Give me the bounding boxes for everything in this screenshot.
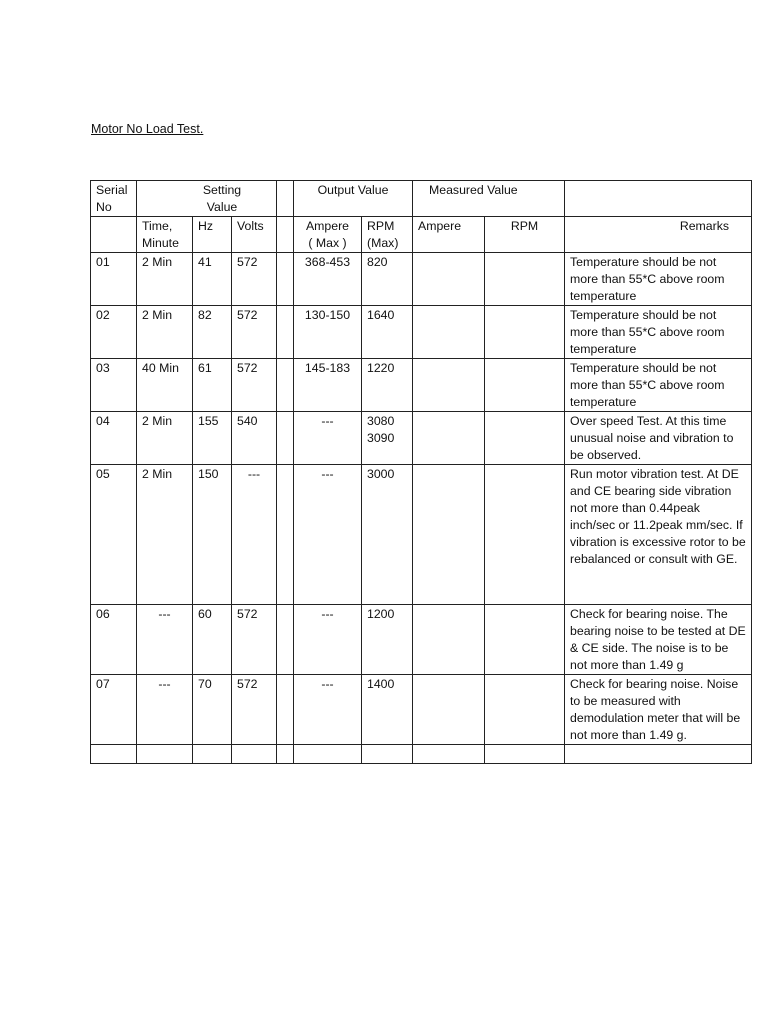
ampere-cell: 145-183 xyxy=(294,359,362,412)
table-row xyxy=(91,465,752,605)
measured-ampere-cell xyxy=(413,359,485,412)
rpm-cell: 1220 xyxy=(362,359,413,412)
spacer-cell xyxy=(277,181,294,217)
serial-cell: 01 xyxy=(91,253,137,306)
remarks-cell: Check for bearing noise. Noise to be measured with demodulation meter that will be not more than 1.49 g. xyxy=(565,675,752,745)
remarks-cell: Check for bearing noise. The bearing noise to be tested at DE & CE side. The noise is to be not more than 1.49 g xyxy=(565,605,752,675)
hz-cell: 150 xyxy=(193,465,232,605)
hz-cell: 41 xyxy=(193,253,232,306)
measured-ampere-cell xyxy=(413,412,485,465)
rpm-cell: 3080 3090 xyxy=(362,412,413,465)
ampere-max-header: Ampere ( Max ) xyxy=(294,217,362,253)
table-row xyxy=(91,359,752,412)
ampere-cell: --- xyxy=(294,675,362,745)
spacer-cell xyxy=(277,465,294,605)
measured-rpm-cell xyxy=(485,412,565,465)
hz-cell: 60 xyxy=(193,605,232,675)
spacer-cell xyxy=(277,675,294,745)
measured-rpm-cell xyxy=(485,253,565,306)
document-title: Motor No Load Test. xyxy=(91,122,204,136)
measured-value-header: Measured Value xyxy=(413,181,565,217)
serial-header: Serial No xyxy=(91,181,137,217)
time-cell: 2 Min xyxy=(137,306,193,359)
rpm-max-header: RPM (Max) xyxy=(362,217,413,253)
volts-cell: 572 xyxy=(232,306,277,359)
spacer-cell xyxy=(277,359,294,412)
volts-cell: 572 xyxy=(232,253,277,306)
ampere-cell: 130-150 xyxy=(294,306,362,359)
remarks-cell: Temperature should be not more than 55*C above room temperature xyxy=(565,253,752,306)
measured-ampere-header: Ampere xyxy=(413,217,485,253)
volts-cell: 572 xyxy=(232,359,277,412)
time-cell: 2 Min xyxy=(137,412,193,465)
serial-cell: 06 xyxy=(91,605,137,675)
rpm-cell: 1640 xyxy=(362,306,413,359)
rpm-cell: 820 xyxy=(362,253,413,306)
serial-cell: 03 xyxy=(91,359,137,412)
measured-ampere-cell xyxy=(413,605,485,675)
measured-ampere-cell xyxy=(413,306,485,359)
test-table xyxy=(90,180,752,764)
remarks-cell: Temperature should be not more than 55*C above room temperature xyxy=(565,306,752,359)
ampere-cell: --- xyxy=(294,412,362,465)
time-cell: --- xyxy=(137,675,193,745)
spacer-cell xyxy=(277,217,294,253)
measured-rpm-cell xyxy=(485,675,565,745)
table-row xyxy=(91,412,752,465)
spacer-cell xyxy=(277,605,294,675)
header-row-1 xyxy=(91,181,752,217)
time-cell: 2 Min xyxy=(137,253,193,306)
spacer-cell xyxy=(277,306,294,359)
measured-rpm-cell xyxy=(485,359,565,412)
time-header: Time, Minute xyxy=(137,217,193,253)
volts-cell: 572 xyxy=(232,675,277,745)
measured-rpm-cell xyxy=(485,605,565,675)
measured-rpm-header: RPM xyxy=(485,217,565,253)
measured-ampere-cell xyxy=(413,465,485,605)
measured-ampere-cell xyxy=(413,675,485,745)
remarks-cell: Temperature should be not more than 55*C above room temperature xyxy=(565,359,752,412)
hz-cell: 61 xyxy=(193,359,232,412)
measured-rpm-cell xyxy=(485,465,565,605)
serial-cell: 02 xyxy=(91,306,137,359)
volts-cell: 572 xyxy=(232,605,277,675)
hz-header: Hz xyxy=(193,217,232,253)
hz-cell: 82 xyxy=(193,306,232,359)
measured-ampere-cell xyxy=(413,253,485,306)
table-row xyxy=(91,306,752,359)
rpm-cell: 3000 xyxy=(362,465,413,605)
spacer-cell xyxy=(277,412,294,465)
measured-rpm-cell xyxy=(485,306,565,359)
blank-row xyxy=(91,745,752,764)
remarks-cell: Run motor vibration test. At DE and CE bearing side vibration not more than 0.44peak inch/sec or 11.2peak mm/sec. If vibration is excessive rotor to be rebalanced or consult with GE. xyxy=(565,465,752,605)
remarks-header: Remarks xyxy=(565,217,752,253)
table-row xyxy=(91,253,752,306)
serial-cell: 05 xyxy=(91,465,137,605)
volts-cell: --- xyxy=(232,465,277,605)
hz-cell: 70 xyxy=(193,675,232,745)
ampere-cell: 368-453 xyxy=(294,253,362,306)
serial-cell: 04 xyxy=(91,412,137,465)
rpm-cell: 1400 xyxy=(362,675,413,745)
hz-cell: 155 xyxy=(193,412,232,465)
remarks-header-top xyxy=(565,181,752,217)
remarks-cell: Over speed Test. At this time unusual noise and vibration to be observed. xyxy=(565,412,752,465)
spacer-cell xyxy=(277,253,294,306)
time-cell: 40 Min xyxy=(137,359,193,412)
serial-cell: 07 xyxy=(91,675,137,745)
empty-header-cell xyxy=(91,217,137,253)
time-cell: 2 Min xyxy=(137,465,193,605)
rpm-cell: 1200 xyxy=(362,605,413,675)
setting-value-header: Setting Value xyxy=(137,181,277,217)
time-cell: --- xyxy=(137,605,193,675)
output-value-header: Output Value xyxy=(294,181,413,217)
ampere-cell: --- xyxy=(294,605,362,675)
volts-cell: 540 xyxy=(232,412,277,465)
ampere-cell: --- xyxy=(294,465,362,605)
table-row xyxy=(91,675,752,745)
table-row xyxy=(91,605,752,675)
volts-header: Volts xyxy=(232,217,277,253)
header-row-2 xyxy=(91,217,752,253)
